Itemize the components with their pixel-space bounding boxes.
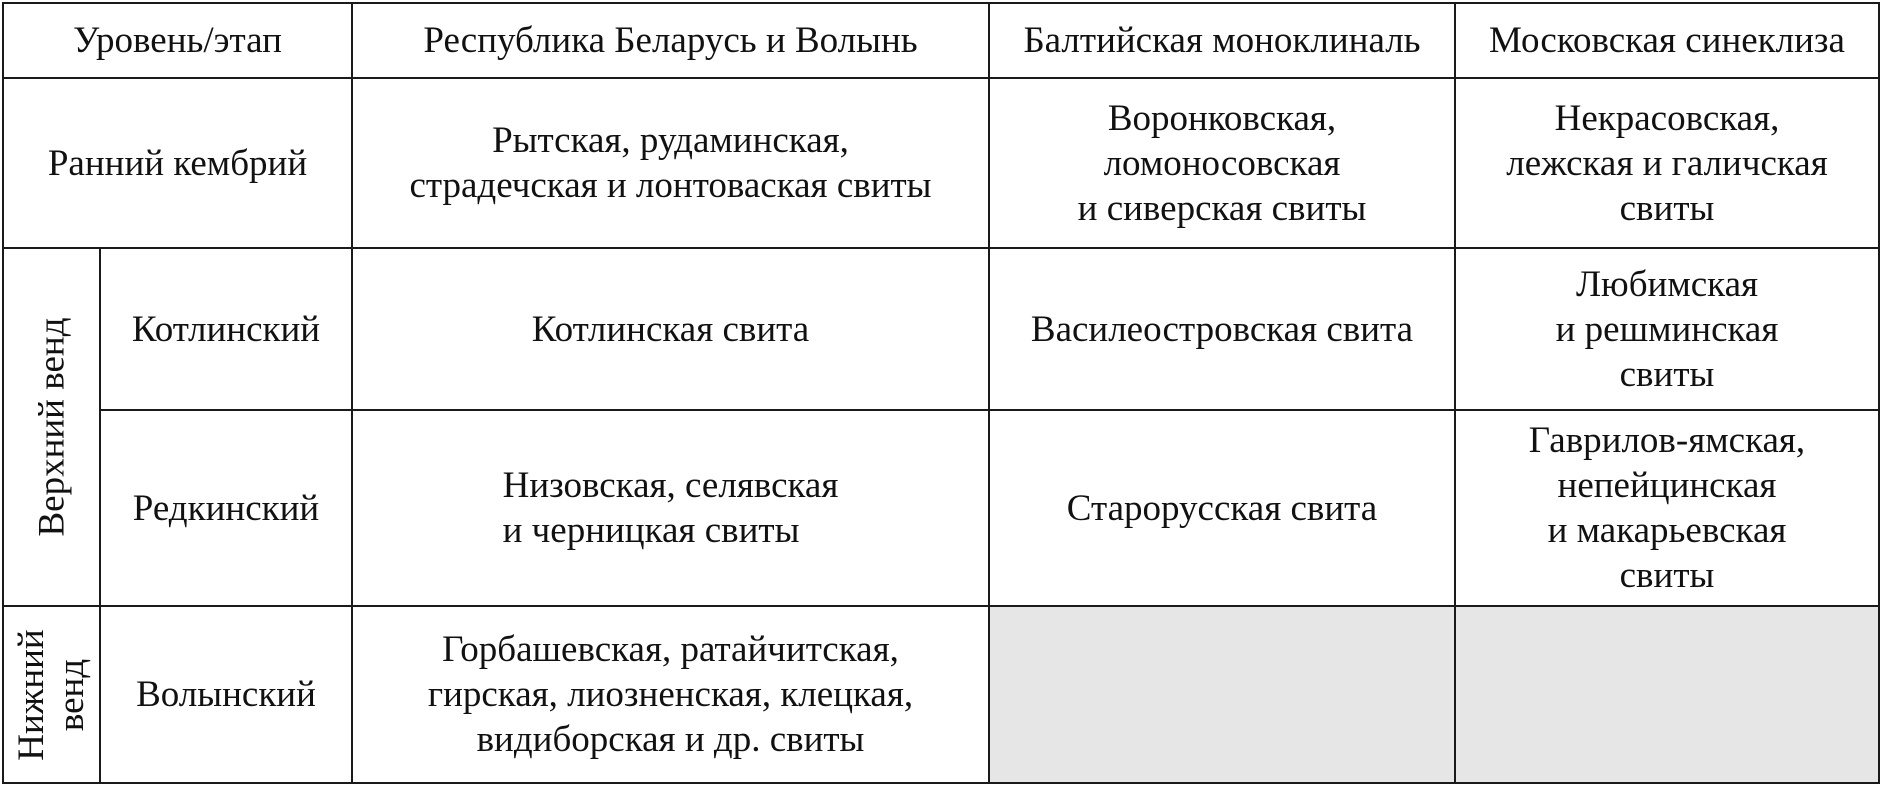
row-volyn: [3, 606, 1879, 783]
stage-early-cambrian: Ранний кембрий: [3, 78, 352, 248]
stage-redkino: Редкинский: [100, 410, 352, 606]
cell-text: Рытская, рудаминская, страдечская и лонтоваская свиты: [409, 120, 932, 206]
stage-volyn: Волынский: [100, 606, 352, 783]
header-row: [3, 3, 1879, 78]
group-lower-vend-label: Нижний венд: [10, 628, 92, 761]
header-moscow-syneclise: Московская синеклиза: [1455, 3, 1879, 78]
cell-volyn-baltic-empty: [989, 606, 1455, 783]
row-kotlin: [3, 248, 1879, 410]
cell-early-cambrian-moscow: [1455, 78, 1879, 248]
cell-text: Василеостровская свита: [1030, 308, 1414, 350]
cell-text: Низовская, селявская и черницкая свиты: [502, 465, 839, 551]
cell-text: Старорусская свита: [1066, 487, 1378, 529]
cell-text: Воронковская, ломоносовская и сиверская свиты: [1077, 97, 1367, 229]
row-early-cambrian: [3, 78, 1879, 248]
cell-text: Некрасовская, лежская и галичская свиты: [1506, 97, 1828, 229]
row-redkino: [3, 410, 1879, 606]
cell-volyn-belarus: [352, 606, 989, 783]
cell-early-cambrian-baltic: [989, 78, 1455, 248]
header-baltic-monocline: Балтийская моноклиналь: [989, 3, 1455, 78]
group-upper-vend-label: Верхний венд: [31, 317, 72, 537]
header-level: Уровень/этап: [3, 3, 352, 78]
cell-text: Котлинская свита: [531, 308, 810, 350]
group-lower-vend: [3, 606, 100, 783]
cell-kotlin-belarus: [352, 248, 989, 410]
cell-redkino-baltic: [989, 410, 1455, 606]
cell-text: Горбашевская, ратайчитская, гирская, лиозненская, клецкая, видиборская и др. свиты: [427, 629, 914, 760]
stratigraphy-table: [2, 2, 1880, 784]
stage-kotlin: Котлинский: [100, 248, 352, 410]
cell-redkino-moscow: [1455, 410, 1879, 606]
header-belarus-volyn: Республика Беларусь и Волынь: [352, 3, 989, 78]
cell-volyn-moscow-empty: [1455, 606, 1879, 783]
cell-kotlin-moscow: [1455, 248, 1879, 410]
cell-redkino-belarus: [352, 410, 989, 606]
group-upper-vend: [3, 248, 100, 606]
cell-text: Гаврилов-ямская, непейцинская и макарьевская свиты: [1528, 420, 1806, 596]
cell-text: Любимская и решминская свиты: [1555, 263, 1779, 395]
cell-early-cambrian-belarus: [352, 78, 989, 248]
cell-kotlin-baltic: [989, 248, 1455, 410]
